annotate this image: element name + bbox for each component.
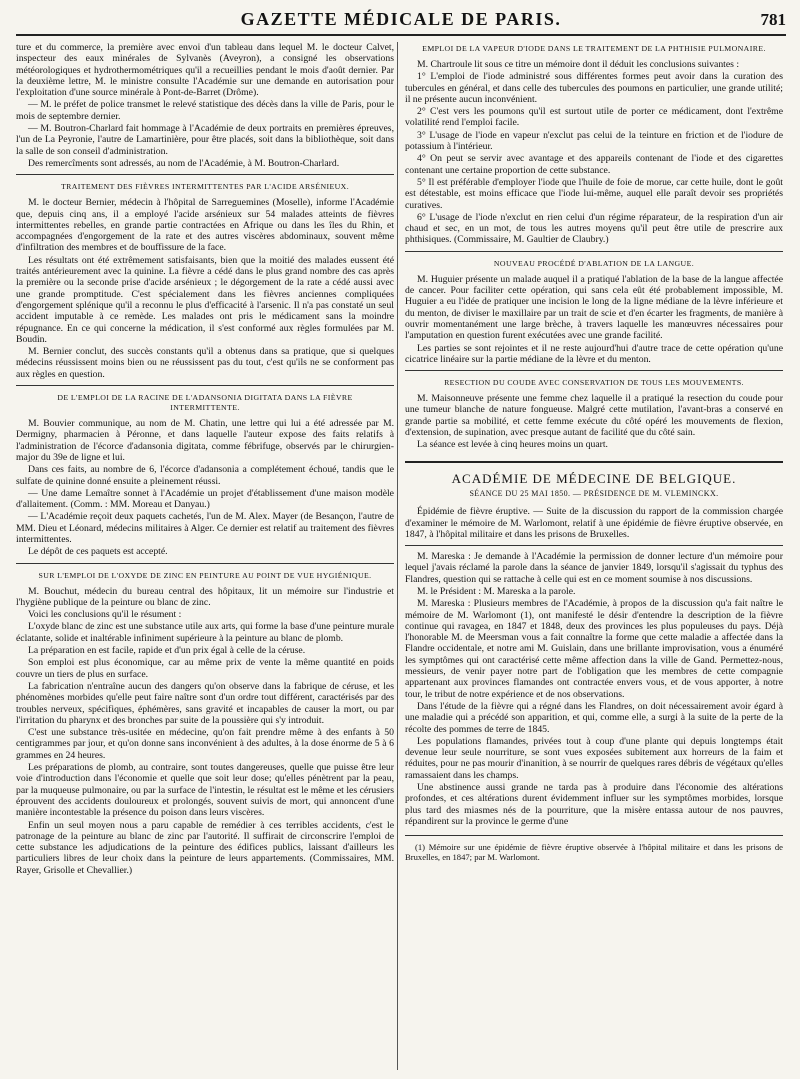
- section-heading: SUR L'EMPLOI DE L'OXYDE DE ZINC EN PEINTURE AU POINT DE VUE HYGIÉNIQUE.: [38, 570, 372, 580]
- paragraph: C'est une substance très-usitée en médecine, qu'on fait prendre même à des enfants à 50 centigrammes par jour, et qu'on donne sans inconvénient à des adultes, à la dose énorme de 5 à 6 grammes en 24 heures.: [16, 727, 394, 761]
- paragraph: 3° L'usage de l'iode en vapeur n'exclut pas celui de la teinture en friction et de l'iodure de potassium à l'intérieur.: [405, 129, 783, 153]
- section-rule: [16, 174, 394, 175]
- paragraph: 1° L'emploi de l'iode administré sous différentes formes peut avoir dans la curation des tubercules en général, et dans celle des tubercules des poumons en particulier, une grande utilité; il ne présente aucun inconvénient.: [405, 71, 783, 105]
- paragraph: Une abstinence aussi grande ne tarda pas à produire dans l'économie des altérations profondes, et ces altérations durent évidemment influer sur les symptômes morbides, lorsque plus tard des miasmes nés de la pourriture, que la misère entassa autour de nos pauvres, répandirent sur la province le germe d'une: [405, 782, 783, 827]
- footnote-text: (1) Mémoire sur une épidémie de fièvre éruptive observée à l'hôpital militaire et dans les prisons de Bruxelles, en 1847; par M. Warlomont.: [405, 842, 783, 863]
- paragraph: M. Chartroule lit sous ce titre un mémoire dont il déduit les conclusions suivantes :: [417, 59, 740, 70]
- section-rule: [405, 370, 783, 371]
- paragraph: Les populations flamandes, privées tout à coup d'une plante qui depuis longtemps était devenue leur seule nourriture, se sont vues exposées subitement aux horreurs de la faim et réduites, pour ne pas mourir d'inanition, à se nourrir de quelques rares débris de végétaux qu'elles ramassaient dans les champs.: [405, 735, 783, 781]
- page-number: 781: [760, 10, 786, 29]
- section-heading: TRAITEMENT DES FIÈVRES INTERMITTENTES PAR L'ACIDE ARSÉNIEUX.: [60, 182, 350, 192]
- paragraph: M. le docteur Bernier, médecin à l'hôpital de Sarreguemines (Moselle), informe l'Académie que, depuis cinq ans, il a employé l'acide arsénieux sur 54 malades atteints de fièvres intermittentes rebelles, en grande partie contractées en Afrique ou dans les îles du Rhin, et accompagnées d'engorgement de la rate et des autres viscères abdominaux, souvent même d'infiltration des membres et de bouffissure de la face.: [16, 197, 394, 254]
- left-column: [16, 42, 394, 1070]
- paragraph: ture et du commerce, la première avec envoi d'un tableau dans lequel M. le docteur Calvet, inspecteur des eaux minérales de Sylvanès (Aveyron), a consigné les observations météorologiques et hydrothermométriques qu'il a recueillies pendant le mois d'août dernier. Par la deuxième lettre, M. le ministre consulte l'Académie sur une demande en autorisation pour l'exploitation d'une source minérale à Pont-de-Barret (Drôme).: [16, 42, 394, 99]
- academy-section: [405, 461, 783, 828]
- section-rule: [16, 563, 394, 564]
- paragraph: La séance est levée à cinq heures moins un quart.: [417, 439, 608, 451]
- paragraph: M. Bouchut, médecin du bureau central des hôpitaux, lit un mémoire sur l'industrie et l'hygiène publique de la peinture ou blanc de zinc.: [16, 585, 394, 608]
- right-column: [405, 42, 783, 1070]
- paragraph: L'oxyde blanc de zinc est une substance utile aux arts, qui forme la base d'une peinture murale éclatante, solide et inaltérable infiniment supérieure à la peinture au blanc de plomb.: [16, 621, 394, 644]
- paragraph: Son emploi est plus économique, car au même prix de vente la même quantité en poids couvre un tiers de plus en surface.: [16, 657, 394, 680]
- footnote: [405, 835, 783, 862]
- paragraph: Épidémie de fièvre éruptive. — Suite de la discussion du rapport de la commission chargée d'examiner le mémoire de M. Warlomont, relatif à une épidémie de fièvre éruptive observée, en 1847, à l'hôpital militaire et dans les prisons de Bruxelles.: [405, 506, 783, 540]
- paragraph: Le dépôt de ces paquets est accepté.: [28, 546, 168, 558]
- paragraph: M. le Président : M. Mareska a la parole.: [417, 585, 576, 597]
- section-rule: [16, 385, 394, 386]
- paragraph: Voici les conclusions qu'il le résument :: [28, 609, 182, 621]
- paragraph: 4° On peut se servir avec avantage et des appareils contenant de l'iode et des cigarettes contenant une certaine proportion de cette substance.: [405, 153, 783, 176]
- paragraph: 5° Il est préférable d'employer l'iode que l'huile de foie de morue, car cette huile, dont le goût est détestable, est moins efficace que l'iode lui-même, auquel elle paraît devoir ses propriétés curatives.: [405, 176, 783, 211]
- paragraph: Les parties se sont rejointes et il ne reste aujourd'hui d'autre trace de cette opération qu'une cicatrice linéaire sur la partie médiane de la lèvre et du menton.: [405, 342, 783, 365]
- paragraph: M. Maisonneuve présente une femme chez laquelle il a pratiqué la resection du coude pour une tumeur blanche de nature fongueuse. Malgré cette mutilation, l'avant-bras a conservé en grande partie sa mobilité, et cette femme exécute du côté opéré les mouvements de flexion, d'extension, de supination, avec presque autant de facilité que du côté sain.: [405, 393, 783, 439]
- paragraph: Dans ces faits, au nombre de 6, l'écorce d'adansonia a complétement échoué, tandis que le sulfate de quinine donné ensuite a pleinement réussi.: [16, 464, 394, 487]
- paragraph: M. Mareska : Plusieurs membres de l'Académie, à propos de la discussion qu'a fait naître le mémoire de M. Warlomont (1), ont manifesté le désir d'entendre la description de la fièvre continue qui ravagea, en 1847 et 1848, deux des provinces les plus populeuses du pays. Déjà l'honorable M. de Meersman vous a fait connaître la forme que cette maladie a affectée dans la Flandre occidentale, et notre ami M. Guislain, dans une brillante improvisation, vous a énuméré les symptômes qui ont caractérisé cette même affection dans la ville de Gand. Permettez-nous, messieurs, de venir payer notre part de l'obligation que les membres de cette compagnie appartenant aux provinces flamandes ont contractée envers vous, et de vous apporter, à notre tour, le tribut de notre expérience et de nos observations.: [405, 598, 783, 700]
- paragraph: M. Bernier conclut, des succès constants qu'il a obtenus dans sa pratique, que si quelques médecins réussissent moins bien ou ne réussissent pas du tout, c'est qu'ils ne se conforment pas aux règles en question.: [16, 346, 394, 380]
- session-line: SÉANCE DU 25 MAI 1850. — PRÉSIDENCE DE M. VLEMINCKX.: [469, 488, 719, 498]
- paragraph: Les préparations de plomb, au contraire, sont toutes dangereuses, quelle que puisse être leur voie d'introduction dans l'économie et quelle que soit leur dose; qu'elles pénètrent par la peau, par la muqueuse pulmonaire, ou par la surface de l'intestin, le résultat est le même et les cérusiers éprouvent des accidents douloureux et prolongés, souvent suivis de mort, qui annoncent d'une manière incontestable la présence du poison dans leurs viscères.: [16, 762, 394, 819]
- journal-title: GAZETTE MÉDICALE DE PARIS.: [240, 9, 562, 29]
- section-rule: [405, 545, 783, 546]
- paragraph: La préparation en est facile, rapide et d'un prix égal à celle de la céruse.: [28, 645, 306, 657]
- paragraph: 6° L'usage de l'iode n'exclut en rien celui d'un régime réparateur, de la respiration d'un air chaud et sec, en un mot, de tous les autres moyens qu'il peut être utile de prescrire aux phthisiques. (Commissaire, M. Gaultier de Claubry.): [405, 211, 783, 246]
- paragraph: — L'Académie reçoit deux paquets cachetés, l'un de M. Alex. Mayer (de Besançon, l'autre de MM. Dieu et Léonard, médecins militaires à Alger. Ce dernier est relatif au traitement des fièvres intermittentes.: [16, 511, 394, 545]
- paragraph: La fabrication n'entraîne aucun des dangers qu'on observe dans la fabrique de céruse, et les phénomènes morbides qu'elle peut faire naître sont d'un ordre tout différent, caractérisés par des troubles nerveux, spécifiques, éphémères, sans gravité et incapables de causer la mort, ou par l'irritation du pharynx et des bronches par suite de la poussière qui s'y introduit.: [16, 680, 394, 726]
- paragraph: Les résultats ont été extrêmement satisfaisants, bien que la moitié des malades eussent été traités antérieurement avec la quinine. La fièvre a cédé dans le plus grand nombre des cas après la première ou la seconde prise d'acide arsénieux ; le dégorgement de la rate a cédé aussi avec une grande promptitude. C'est spécialement dans les fièvres anciennes compliquées d'engorgement splénique qu'il a reconnu le plus d'efficacité à l'arsenic. Il n'a pas constaté un seul accident imputable à ce remède. Les malades ont pris le médicament sans la moindre répugnance. En ce qui concerne la médication, il s'est conformé aux règles formulées par M. Boudin.: [16, 254, 394, 345]
- section-heading: DE L'EMPLOI DE LA RACINE DE L'ADANSONIA DIGITATA DANS LA FIÈVRE INTERMITTENTE.: [57, 393, 353, 413]
- paragraph: M. Huguier présente un malade auquel il a pratiqué l'ablation de la base de la langue affectée de cancer. Pour faciliter cette opération, qui sans cela eût été probablement impossible, M. Huguier a eu l'idée de pratiquer une incision le long de la ligne médiane de la lèvre inférieure et du menton, de diviser le maxillaire par un trait de scie et d'en écarter les fragments, de manière à ouvrir momentanément une large brèche, à travers laquelle les manœuvres nécessaires pour l'amputation en question furent exécutées avec une grande facilité.: [405, 273, 783, 342]
- paragraph: — Une dame Lemaître sonnet à l'Académie un projet d'établissement d'une maison modèle d'allaitement. (Comm. : MM. Moreau et Danyau.): [16, 487, 394, 511]
- paragraph: 2° C'est vers les poumons qu'il est surtout utile de porter ce médicament, dont l'extrême volatilité rend l'emploi facile.: [405, 106, 783, 129]
- paragraph: M. Bouvier communique, au nom de M. Chatin, une lettre qui lui a été adressée par M. Dermigny, pharmacien à Péronne, et dans laquelle l'auteur expose des faits relatifs à l'administration de l'écorce d'adansonia digitata, comme fébrifuge, observés par le chirurgien-major du 39e de ligne et lui.: [16, 418, 394, 463]
- page-header: [16, 8, 786, 36]
- paragraph: — M. le préfet de police transmet le relevé statistique des décès dans la ville de Paris, pour le mois de septembre dernier.: [16, 99, 394, 122]
- academy-title: ACADÉMIE DE MÉDECINE DE BELGIQUE.: [451, 470, 737, 486]
- column-divider: [397, 42, 398, 1070]
- section-heading: NOUVEAU PROCÉDÉ D'ABLATION DE LA LANGUE.: [493, 258, 695, 268]
- paragraph: Des remercîments sont adressés, au nom de l'Académie, à M. Boutron-Charlard.: [28, 157, 340, 169]
- paragraph: Dans l'étude de la fièvre qui a régné dans les Flandres, on doit nécessairement avoir égard à une maladie qui a précédé son apparition, et qui, comme elle, a surgi à la suite de la perte de la récolte des pommes de terre de 1845.: [405, 700, 783, 735]
- paragraph: — M. Boutron-Charlard fait hommage à l'Académie de deux portraits en premières épreuves, l'un de La Peyronie, l'autre de Lamartinière, pour être placés, soit dans la bibliothèque, soit dans la salle de son conseil d'administration.: [16, 123, 394, 157]
- section-rule: [405, 251, 783, 252]
- section-heading: EMPLOI DE LA VAPEUR D'IODE DANS LE TRAITEMENT DE LA PHTHISIE PULMONAIRE.: [422, 44, 766, 53]
- section-heading: RESECTION DU COUDE AVEC CONSERVATION DE TOUS LES MOUVEMENTS.: [444, 378, 744, 388]
- paragraph: Enfin un seul moyen nous a paru capable de remédier à ces terribles accidents, c'est le patronage de la peinture au blanc de zinc par l'autorité. Il suffirait de circonscrire l'emploi de cette substance les adjudications de la peinture des édifices publics, laissant d'ailleurs les particuliers libres de leur choix dans la peinture de leurs appartements. (Commissaires, MM. Rayer, Grisolle et Chevallier.): [16, 819, 394, 876]
- paragraph: M. Mareska : Je demande à l'Académie la permission de donner lecture d'un mémoire pour lequel j'avais réclamé la parole dans la séance de janvier 1849, lorsqu'il s'agissait du typhus des Flandres, question qui se rattache à celle qui est en ce moment soumise à nos discussions.: [405, 551, 783, 585]
